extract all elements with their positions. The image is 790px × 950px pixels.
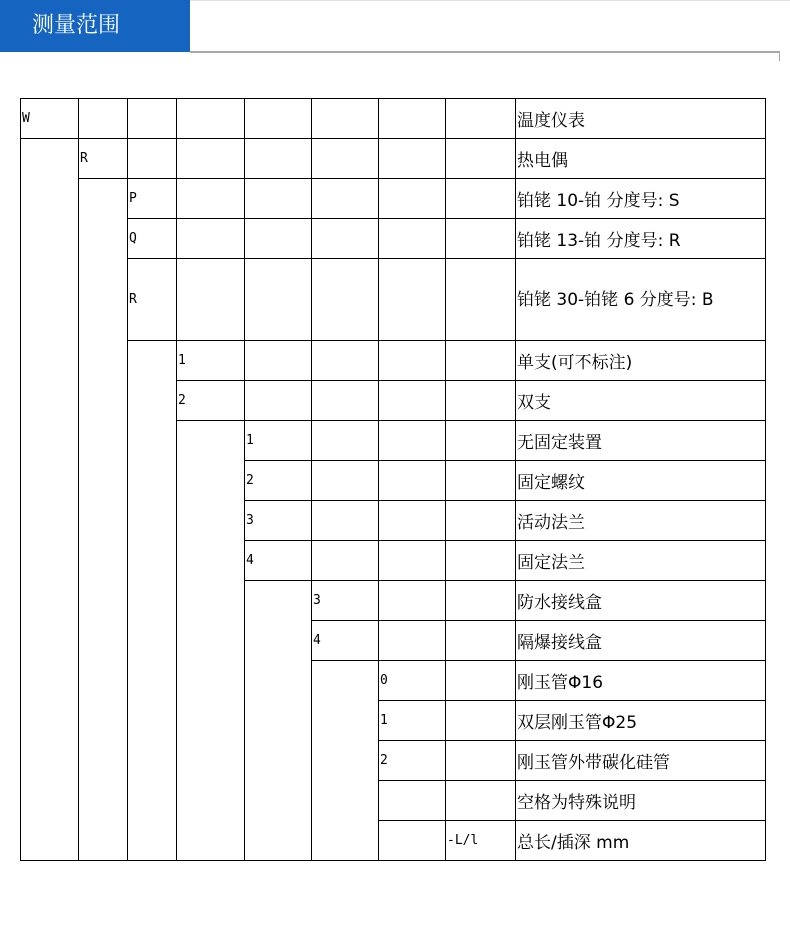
table-row bbox=[21, 179, 766, 219]
desc-cell: 总长/插深 mm bbox=[516, 821, 766, 861]
desc-cell: 刚玉管外带碳化硅管 bbox=[516, 741, 766, 781]
code-cell: 2 bbox=[245, 461, 312, 501]
table-row bbox=[21, 259, 766, 341]
header-divider-end bbox=[779, 51, 780, 61]
code-cell: R bbox=[128, 259, 177, 341]
code-cell: 3 bbox=[312, 581, 379, 621]
code-cell: W bbox=[21, 99, 79, 139]
code-cell: P bbox=[128, 179, 177, 219]
desc-cell: 固定螺纹 bbox=[516, 461, 766, 501]
blank-cell bbox=[312, 661, 379, 861]
desc-cell: 活动法兰 bbox=[516, 501, 766, 541]
header-top-divider bbox=[190, 0, 790, 1]
desc-cell: 防水接线盒 bbox=[516, 581, 766, 621]
desc-cell: 固定法兰 bbox=[516, 541, 766, 581]
desc-cell: 无固定装置 bbox=[516, 421, 766, 461]
desc-cell: 铂铑 30-铂铑 6 分度号: B bbox=[516, 259, 766, 341]
section-header bbox=[0, 0, 790, 54]
code-cell: 3 bbox=[245, 501, 312, 541]
code-cell: 1 bbox=[245, 421, 312, 461]
code-cell: 2 bbox=[379, 741, 446, 781]
blank-cell bbox=[21, 139, 79, 861]
desc-cell: 刚玉管Φ16 bbox=[516, 661, 766, 701]
desc-cell: 铂铑 10-铂 分度号: S bbox=[516, 179, 766, 219]
code-cell: 4 bbox=[312, 621, 379, 661]
blank-cell bbox=[177, 421, 245, 861]
table-row bbox=[21, 139, 766, 179]
desc-cell: 温度仪表 bbox=[516, 99, 766, 139]
table-row bbox=[21, 219, 766, 259]
desc-cell: 空格为特殊说明 bbox=[516, 781, 766, 821]
code-cell: 1 bbox=[379, 701, 446, 741]
code-cell: Q bbox=[128, 219, 177, 259]
desc-cell: 双支 bbox=[516, 381, 766, 421]
table-row bbox=[21, 99, 766, 139]
desc-cell: 隔爆接线盒 bbox=[516, 621, 766, 661]
code-cell bbox=[379, 781, 446, 821]
code-cell: -L/l bbox=[446, 821, 516, 861]
code-cell: 1 bbox=[177, 341, 245, 381]
header-divider bbox=[190, 51, 780, 53]
model-code-table bbox=[20, 98, 766, 861]
section-title: 测量范围 bbox=[0, 0, 190, 52]
desc-cell: 双层刚玉管Φ25 bbox=[516, 701, 766, 741]
blank-cell bbox=[128, 341, 177, 861]
code-cell: 4 bbox=[245, 541, 312, 581]
code-cell: 2 bbox=[177, 381, 245, 421]
desc-cell: 单支(可不标注) bbox=[516, 341, 766, 381]
table-row bbox=[21, 341, 766, 381]
blank-cell bbox=[79, 179, 128, 861]
code-cell: 0 bbox=[379, 661, 446, 701]
code-cell: R bbox=[79, 139, 128, 179]
blank-cell bbox=[245, 581, 312, 861]
desc-cell: 铂铑 13-铂 分度号: R bbox=[516, 219, 766, 259]
desc-cell: 热电偶 bbox=[516, 139, 766, 179]
